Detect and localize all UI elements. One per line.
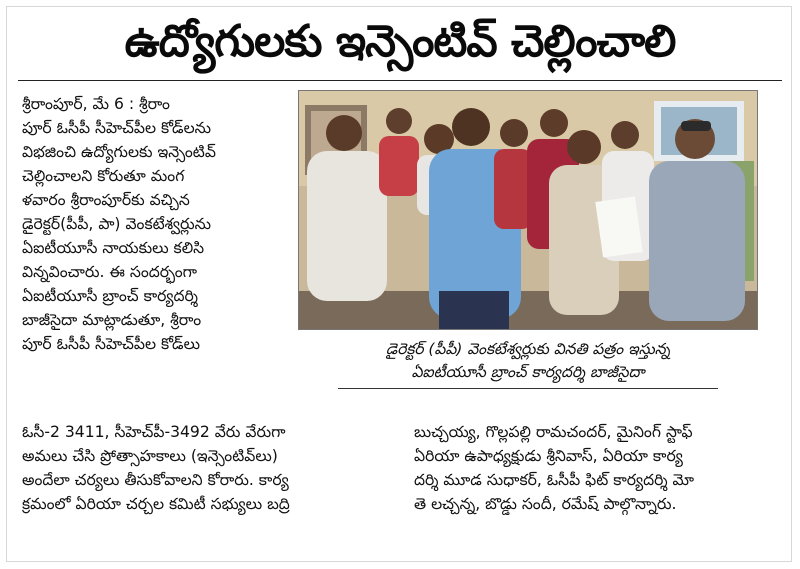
text-line: విన్నవించారు. ఈ సందర్భంగా: [22, 263, 197, 281]
text-line: చెల్లించాలని కోరుతూ మంగ: [22, 167, 185, 185]
text-line: బాజీసైదా మాట్లాడుతూ, శ్రీరాం: [22, 311, 202, 329]
text-line: క్రమంలో ఏరియా చర్చల కమిటీ సభ్యులు బద్రి: [22, 495, 290, 513]
text-line: ళవారం శ్రీరాంపూర్‌కు వచ్చిన: [22, 191, 190, 209]
caption-line: డైరెక్టర్ (పీపీ) వెంకటేశ్వర్లుకు వినతి పత్రం ఇస్తున్న: [385, 340, 671, 358]
text-line: పూర్ ఓసీపీ సీహెచ్‌పీల కోడ్‌లను: [22, 119, 211, 137]
text-line: అందేలా చర్యలు తీసుకోవాలని కోరారు. కార్య: [22, 471, 289, 489]
headline-divider: [18, 80, 782, 81]
text-line: ఏఐటీయూసీ నాయకులు కలిసి: [22, 239, 205, 257]
article-column-bottom-right: [414, 420, 784, 516]
caption-line: ఏఐటీయూసీ బ్రాంచ్ కార్యదర్శి బాజీసైదా: [411, 363, 645, 381]
text-line: ఓసీ-2 3411, సీహెచ్‌పీ-3492 వేరు వేరుగా: [22, 423, 286, 441]
text-line: శ్రీరాంపూర్, మే 6 : శ్రీరాం: [22, 95, 170, 113]
text-line: ఏఐటీయూసీ బ్రాంచ్ కార్యదర్శి: [22, 287, 198, 305]
text-line: విభజించి ఉద్యోగులకు ఇన్సెంటివ్: [22, 143, 216, 161]
text-line: పూర్ ఓసీపీ సీహెచ్‌పీల కోడ్‌లు: [22, 335, 201, 353]
article-column-left: [22, 92, 290, 356]
text-line: దర్శి మూడ సుధాకర్, ఓసీపీ ఫిట్ కార్యదర్శి మో: [414, 471, 695, 489]
news-photo: [298, 90, 758, 330]
text-line: తె లచ్చన్న, బొడ్డు సందీ, రమేష్ పాల్గొన్నారు.: [414, 495, 677, 513]
text-line: ఏరియా ఉపాధ్యక్షుడు శ్రీనివాస్, ఏరియా కార్య: [414, 447, 683, 465]
photo-illustration: [299, 91, 758, 330]
article-column-bottom-left: [22, 420, 382, 516]
text-line: బుచ్చయ్య, గొల్లపల్లి రామచందర్, మైనింగ్ స్టాఫ్: [414, 423, 693, 441]
headline: ఉద్యోగులకు ఇన్సెంటివ్ చెల్లించాలి: [124, 16, 676, 67]
photo-caption: [338, 338, 718, 384]
caption-divider: [338, 388, 718, 389]
text-line: అమలు చేసి ప్రోత్సాహకాలు (ఇన్సెంటివ్‌లు): [22, 447, 278, 465]
text-line: డైరెక్టర్(పీపీ, పా) వెంకటేశ్వర్లును: [22, 215, 211, 233]
